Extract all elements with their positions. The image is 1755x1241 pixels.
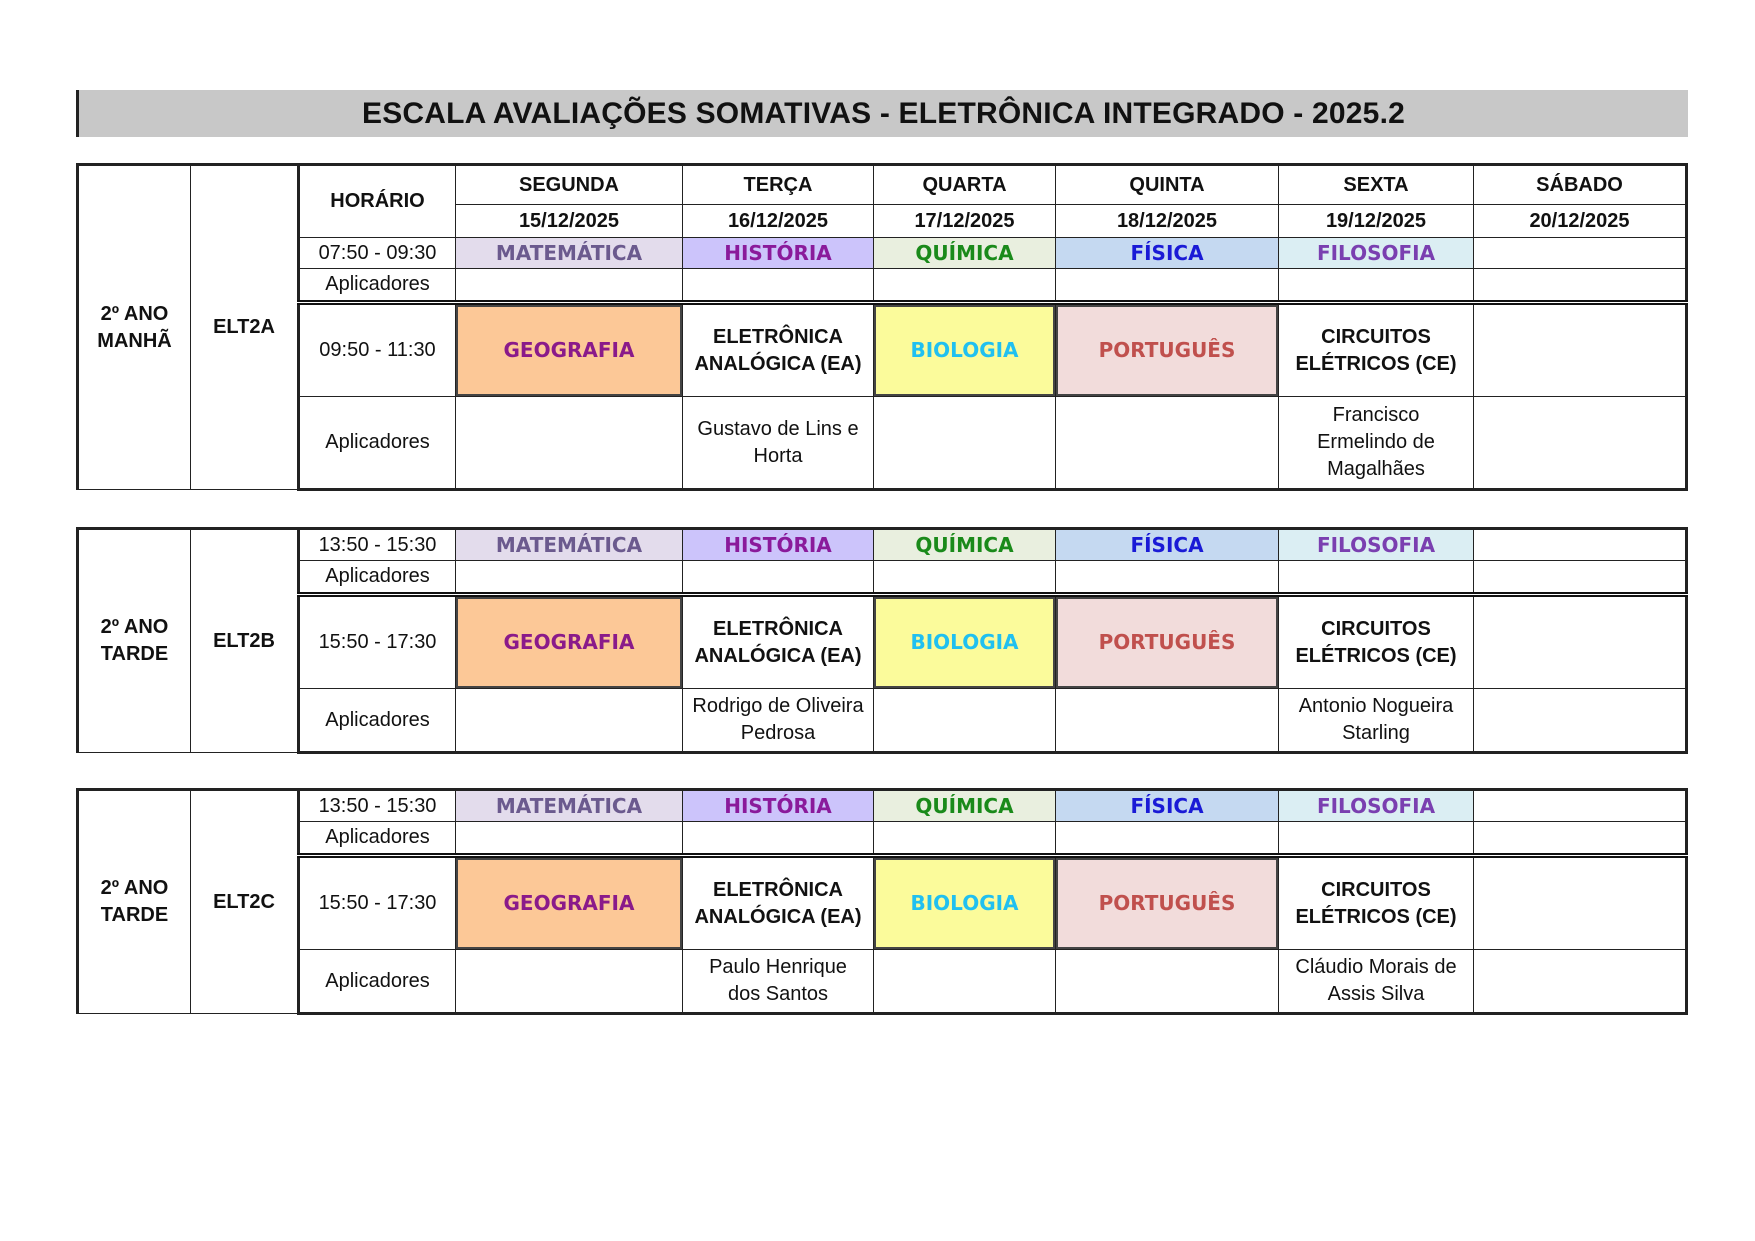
subject-cell: CIRCUITOS ELÉTRICOS (CE) (1279, 595, 1474, 689)
group-year: 2º ANO (100, 302, 169, 325)
subject-cell (1474, 790, 1687, 822)
subject-cell: MATEMÁTICA (456, 529, 683, 561)
applicator-cell (1056, 950, 1279, 1014)
subject-cell: CIRCUITOS ELÉTRICOS (CE) (1279, 856, 1474, 950)
class-code: ELT2B (191, 529, 299, 753)
subject-cell: FÍSICA (1056, 790, 1279, 822)
group-shift: TARDE (100, 643, 169, 665)
subject-cell: QUÍMICA (874, 790, 1056, 822)
applicator-cell (1279, 822, 1474, 856)
group-cell (78, 529, 191, 753)
date-header: 18/12/2025 (1056, 205, 1279, 238)
subject-cell: CIRCUITOS ELÉTRICOS (CE) (1279, 303, 1474, 397)
subject-cell: PORTUGUÊS (1056, 595, 1279, 689)
applicator-cell (1279, 561, 1474, 595)
date-header: 16/12/2025 (683, 205, 874, 238)
applicator-cell (456, 561, 683, 595)
applicator-cell: Antonio Nogueira Starling (1279, 689, 1474, 753)
subject-cell (1474, 303, 1687, 397)
aplicadores-label: Aplicadores (299, 397, 456, 490)
applicator-cell (1474, 561, 1687, 595)
subject-cell: HISTÓRIA (683, 238, 874, 269)
time-slot-1: 07:50 - 09:30 (299, 238, 456, 269)
applicator-cell (1056, 269, 1279, 303)
time-slot-2: 15:50 - 17:30 (299, 856, 456, 950)
applicator-cell (1056, 822, 1279, 856)
applicator-cell (1474, 689, 1687, 753)
applicator-cell: Gustavo de Lins e Horta (683, 397, 874, 490)
page-title: ESCALA AVALIAÇÕES SOMATIVAS - ELETRÔNICA INTEGRADO - 2025.2 (76, 90, 1688, 137)
group-year: 2º ANO (100, 616, 169, 638)
subject-cell: FILOSOFIA (1279, 529, 1474, 561)
day-header: QUINTA (1056, 165, 1279, 205)
day-header: TERÇA (683, 165, 874, 205)
subject-cell: QUÍMICA (874, 238, 1056, 269)
subject-cell: BIOLOGIA (874, 856, 1056, 950)
subject-cell: FILOSOFIA (1279, 238, 1474, 269)
applicator-cell (456, 269, 683, 303)
time-slot-1: 13:50 - 15:30 (299, 529, 456, 561)
aplicadores-label: Aplicadores (299, 950, 456, 1014)
aplicadores-label: Aplicadores (299, 689, 456, 753)
horario-header: HORÁRIO (299, 165, 456, 238)
class-code: ELT2A (191, 165, 299, 490)
subject-cell: ELETRÔNICA ANALÓGICA (EA) (683, 856, 874, 950)
day-header: QUARTA (874, 165, 1056, 205)
time-slot-2: 15:50 - 17:30 (299, 595, 456, 689)
applicator-cell: Paulo Henrique dos Santos (683, 950, 874, 1014)
subject-cell: MATEMÁTICA (456, 790, 683, 822)
subject-cell (1474, 856, 1687, 950)
applicator-cell (456, 397, 683, 490)
applicator-cell (1056, 689, 1279, 753)
schedule-block-elt2b (76, 527, 1688, 754)
time-slot-2: 09:50 - 11:30 (299, 303, 456, 397)
applicator-cell (874, 269, 1056, 303)
subject-cell: FÍSICA (1056, 238, 1279, 269)
subject-cell: GEOGRAFIA (456, 595, 683, 689)
date-header: 20/12/2025 (1474, 205, 1687, 238)
applicator-cell (874, 689, 1056, 753)
day-header: SEGUNDA (456, 165, 683, 205)
subject-cell: HISTÓRIA (683, 790, 874, 822)
applicator-cell (683, 561, 874, 595)
subject-cell: PORTUGUÊS (1056, 856, 1279, 950)
subject-cell: QUÍMICA (874, 529, 1056, 561)
subject-cell: HISTÓRIA (683, 529, 874, 561)
group-year: 2º ANO (100, 877, 169, 899)
subject-cell: FÍSICA (1056, 529, 1279, 561)
applicator-cell (456, 822, 683, 856)
group-cell (78, 165, 191, 490)
aplicadores-label: Aplicadores (299, 269, 456, 303)
applicator-cell (874, 822, 1056, 856)
applicator-cell: Rodrigo de Oliveira Pedrosa (683, 689, 874, 753)
applicator-cell (874, 397, 1056, 490)
applicator-cell: Francisco Ermelindo de Magalhães (1279, 397, 1474, 490)
applicator-cell (1474, 822, 1687, 856)
date-header: 17/12/2025 (874, 205, 1056, 238)
aplicadores-label: Aplicadores (299, 561, 456, 595)
day-header: SEXTA (1279, 165, 1474, 205)
schedule-block-elt2c (76, 788, 1688, 1015)
subject-cell: FILOSOFIA (1279, 790, 1474, 822)
day-header: SÁBADO (1474, 165, 1687, 205)
applicator-cell (1056, 561, 1279, 595)
subject-cell (1474, 529, 1687, 561)
date-header: 15/12/2025 (456, 205, 683, 238)
applicator-cell (874, 950, 1056, 1014)
group-shift: TARDE (100, 904, 169, 926)
subject-cell: GEOGRAFIA (456, 856, 683, 950)
applicator-cell (1474, 397, 1687, 490)
subject-cell: PORTUGUÊS (1056, 303, 1279, 397)
applicator-cell: Cláudio Morais de Assis Silva (1279, 950, 1474, 1014)
group-cell (78, 790, 191, 1014)
subject-cell (1474, 595, 1687, 689)
applicator-cell (683, 822, 874, 856)
subject-cell: ELETRÔNICA ANALÓGICA (EA) (683, 595, 874, 689)
applicator-cell (456, 689, 683, 753)
group-shift: MANHÃ (97, 329, 172, 352)
applicator-cell (874, 561, 1056, 595)
applicator-cell (1056, 397, 1279, 490)
subject-cell (1474, 238, 1687, 269)
applicator-cell (1474, 950, 1687, 1014)
applicator-cell (1279, 269, 1474, 303)
subject-cell: ELETRÔNICA ANALÓGICA (EA) (683, 303, 874, 397)
date-header: 19/12/2025 (1279, 205, 1474, 238)
schedule-block-elt2a (76, 163, 1688, 491)
subject-cell: GEOGRAFIA (456, 303, 683, 397)
applicator-cell (456, 950, 683, 1014)
subject-cell: BIOLOGIA (874, 595, 1056, 689)
applicator-cell (683, 269, 874, 303)
aplicadores-label: Aplicadores (299, 822, 456, 856)
subject-cell: BIOLOGIA (874, 303, 1056, 397)
applicator-cell (1474, 269, 1687, 303)
class-code: ELT2C (191, 790, 299, 1014)
subject-cell: MATEMÁTICA (456, 238, 683, 269)
time-slot-1: 13:50 - 15:30 (299, 790, 456, 822)
